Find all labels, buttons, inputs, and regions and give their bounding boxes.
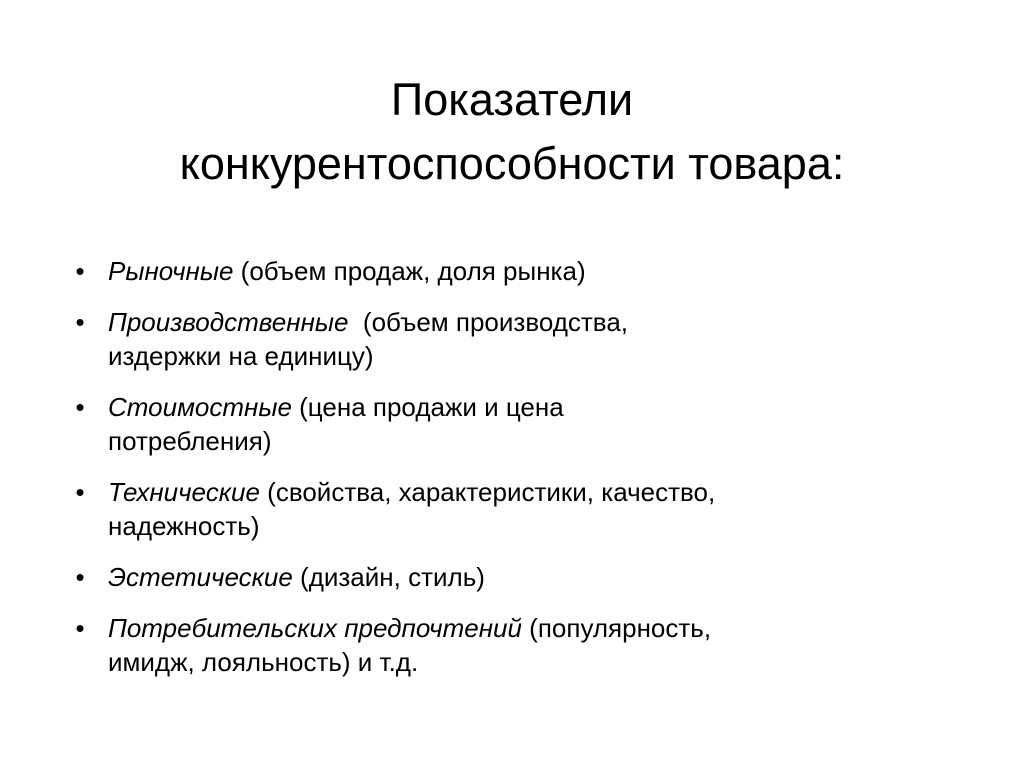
- bullet-term: Стоимостные: [108, 392, 292, 422]
- bullet-text: (популярность,: [521, 613, 712, 643]
- bullet-line-1: [108, 560, 950, 594]
- bullet-line-2: издержки на единицу): [108, 341, 374, 371]
- bullet-line-1: [108, 611, 950, 645]
- bullet-line-2: потребления): [108, 426, 272, 456]
- bullet-text: (дизайн, стиль): [292, 562, 485, 592]
- bullet-item-market: [70, 254, 950, 288]
- bullet-line-1: [108, 254, 950, 288]
- bullet-term: Рыночные: [108, 256, 234, 286]
- bullet-icon: •: [75, 256, 85, 286]
- slide-title: [40, 68, 984, 196]
- bullet-item-production: [70, 305, 950, 373]
- title-line-2: конкурентоспособности товара:: [179, 138, 845, 189]
- bullet-icon: •: [75, 392, 85, 422]
- bullet-line-2: надежность): [108, 511, 260, 541]
- bullet-icon: •: [75, 477, 85, 507]
- bullet-text: (объем производства,: [348, 307, 629, 337]
- bullet-item-cost: [70, 390, 950, 458]
- bullet-item-aesthetic: [70, 560, 950, 594]
- bullet-line-1: [108, 305, 950, 339]
- bullet-line-2: имидж, лояльность) и т.д.: [108, 647, 419, 677]
- bullet-term: Эстетические: [108, 562, 293, 592]
- bullet-item-technical: [70, 475, 950, 543]
- bullet-text: (свойства, характеристики, качество,: [259, 477, 716, 507]
- bullet-icon: •: [75, 613, 85, 643]
- bullet-term: Потребительских предпочтений: [108, 613, 522, 643]
- bullet-item-consumer: [70, 611, 950, 679]
- title-line-1: Показатели: [390, 74, 634, 125]
- bullet-text: (цена продажи и цена: [291, 392, 564, 422]
- bullet-icon: •: [75, 562, 85, 592]
- bullet-term: Технические: [108, 477, 260, 507]
- bullet-icon: •: [75, 307, 85, 337]
- bullet-text: (объем продаж, доля рынка): [233, 256, 586, 286]
- bullet-line-1: [108, 475, 950, 509]
- bullet-term: Производственные: [108, 307, 349, 337]
- bullet-list: [70, 254, 950, 696]
- bullet-line-1: [108, 390, 950, 424]
